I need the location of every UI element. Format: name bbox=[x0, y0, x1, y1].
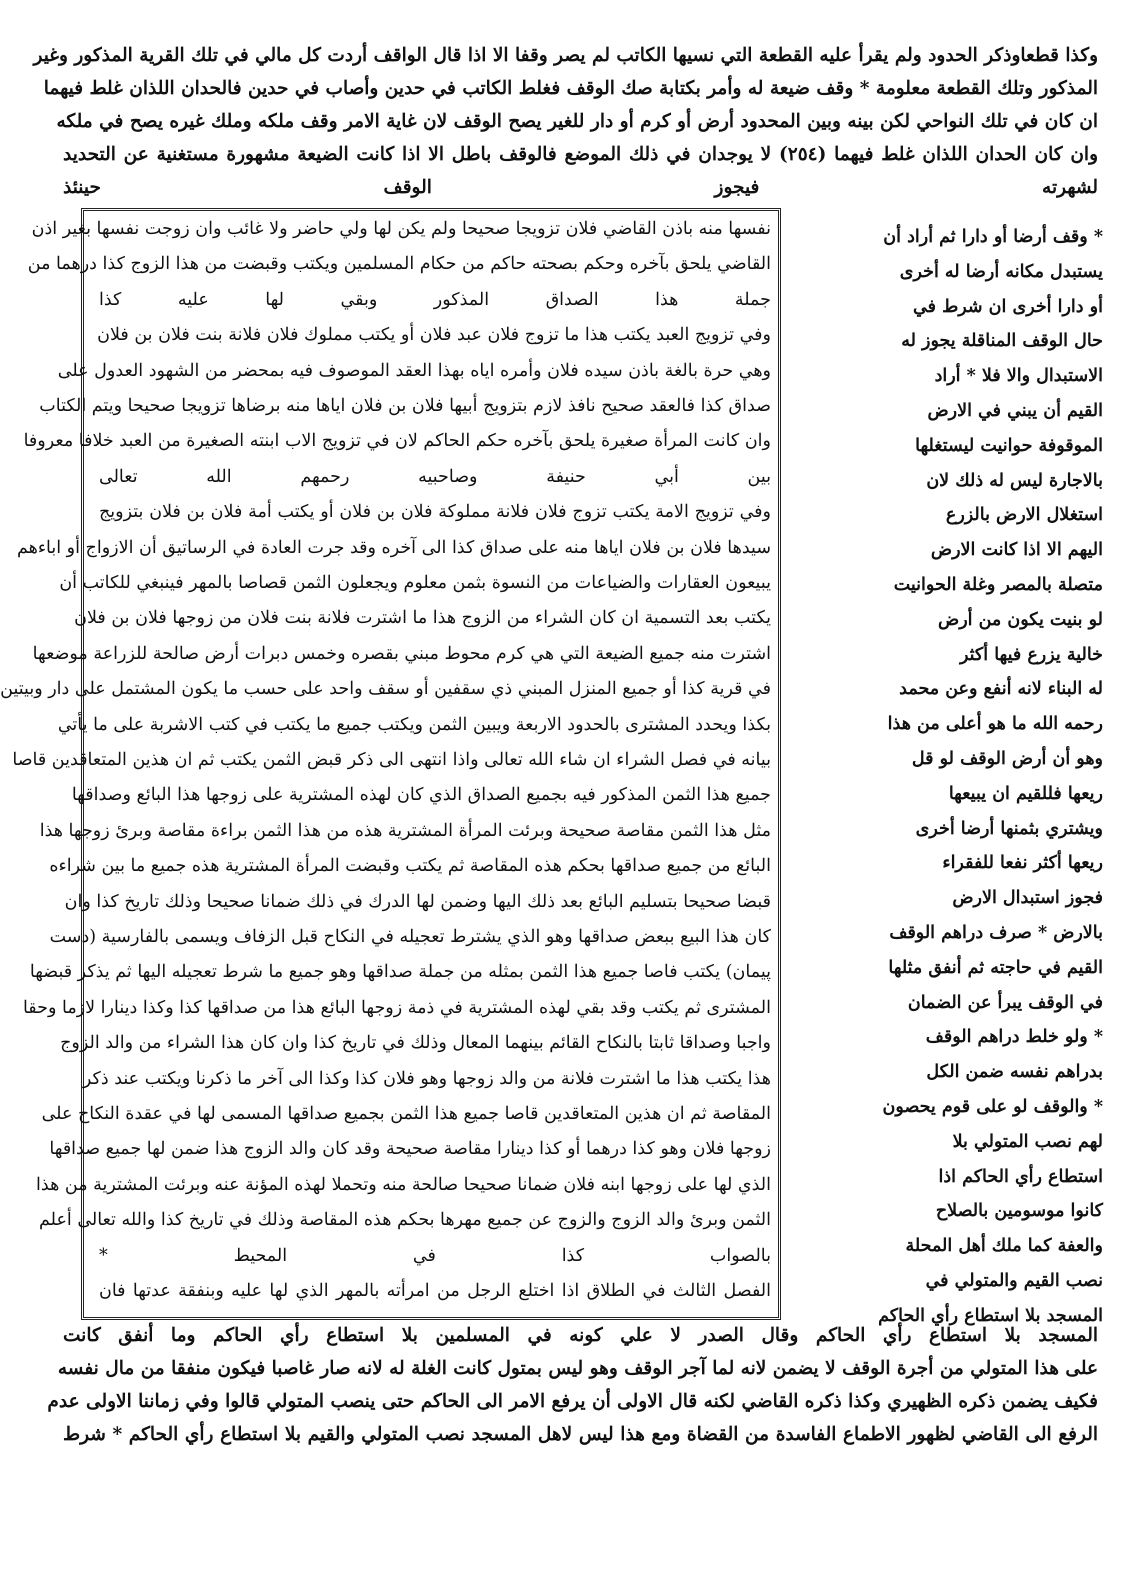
side-text-line: ريعها أكثر نفعا للفقراء bbox=[942, 853, 1103, 874]
inner-text-line: قبضا صحيحا بتسليم البائع بعد ذلك اليها وضمن لها الدرك في ذلك ضمانا صحيحا وذلك تاريخ كذا وان bbox=[64, 891, 771, 912]
side-text-line: ريعها فللقيم ان يبيعها bbox=[948, 783, 1103, 804]
bottom-text-line: على هذا المتولي من أجرة الوقف لا يضمن لانه لما آجر الوقف وهو ليس بمتول كانت الغلة له لانه صار غاصبا فيكون منفقا من مال نفسه bbox=[57, 1358, 1098, 1379]
side-text-line: استغلال الارض بالزرع bbox=[945, 505, 1103, 526]
inner-text-line: القاضي يلحق بآخره وحكم بصحته حاكم من حكام المسلمين ويكتب وقبضت من هذا الزوج كذا درهما من bbox=[27, 254, 771, 275]
side-text-line: بدراهم نفسه ضمن الكل bbox=[926, 1062, 1103, 1083]
bottom-text-line: فكيف يضمن ذكره الظهيري وكذا ذكره القاضي لكنه قال الاولى أن يرفع الامر الى الحاكم حتى ينصب المتولي قالوا وفي زماننا الاولى عدم bbox=[47, 1391, 1098, 1412]
inner-text-line: جميع هذا الثمن المذكور فيه بجميع الصداق الذي كان لهذه المشترية على زوجها هذا البائع وصداقها bbox=[71, 785, 771, 806]
side-text-line: بالاجارة ليس له ذلك لان bbox=[926, 470, 1103, 491]
side-text-line: اليهم الا اذا كانت الارض bbox=[930, 540, 1103, 561]
side-text-line: لو بنيت يكون من أرض bbox=[938, 609, 1103, 630]
top-text-line: المذكور وتلك القطعة معلومة * وقف ضيعة له وأمر بكتابة صك الوقف فغلط الكاتب في حدين وأصاب في حدين فالحدان اللذان غلط فيهما bbox=[43, 78, 1098, 99]
inner-text-line: الفصل الثالث في الطلاق اذا اختلع الرجل من امرأته بالمهر الذي لها عليه وبنفقة عدتها فان bbox=[99, 1281, 771, 1301]
inner-text-line: وان كانت المرأة صغيرة يلحق بآخره حكم الحاكم لان في تزويج الاب ابنته الصغيرة من العبد خلافا معروفا bbox=[23, 431, 771, 452]
inner-text-line: بكذا ويحدد المشترى بالحدود الاربعة ويبين الثمن ويكتب جميع ما يكتب في كتب الاشربة على ما يأتي bbox=[57, 714, 771, 735]
inner-text-line: في قرية كذا أو جميع المنزل المبني ذي سقفين أو سقف واحد على حسب ما يكون المشتمل على دار وبيتين bbox=[0, 679, 771, 700]
inner-text-line: البائع من جميع صداقها بحكم هذه المقاصة ثم يكتب وقبضت المرأة المشترية هذه جميع ما بين شراءه bbox=[49, 856, 771, 877]
bottom-text-line: الرفع الى القاضي لظهور الاطماع الفاسدة من القضاة ومع هذا ليس لاهل المسجد نصب المتولي والقيم بلا استطاع رأي الحاكم * شرط bbox=[63, 1424, 1098, 1445]
side-text-line: والعفة كما ملك أهل المحلة bbox=[905, 1236, 1103, 1257]
side-text-line: لهم نصب المتولي بلا bbox=[952, 1131, 1103, 1152]
side-text-line: * ولو خلط دراهم الوقف bbox=[925, 1027, 1103, 1048]
inner-text-line: پیمان) يكتب فاصا جميع هذا الثمن بمثله من جملة صداقها وهو جميع ما شرط تعجيله اليها ثم يذكر قبضها bbox=[29, 962, 771, 983]
side-text-line: القيم في حاجته ثم أنفق مثلها bbox=[888, 957, 1103, 978]
side-text-line: في الوقف يبرأ عن الضمان bbox=[907, 992, 1103, 1013]
inner-text-line: صداق كذا فالعقد صحيح نافذ لازم بتزويج أبيها فلان بن فلان اياها منه برضاها تزويجا صحيحا ويتم الكتاب bbox=[39, 396, 771, 416]
inner-text-line: هذا يكتب هذا ما اشترت فلانة من والد زوجها وهو فلان كذا وكذا الى آخر ما ذكرنا ويكتب عند ذكر bbox=[82, 1068, 771, 1089]
side-text-line: له البناء لانه أنفع وعن محمد bbox=[899, 679, 1103, 700]
side-text-line: خالية يزرع فيها أكثر bbox=[959, 644, 1103, 665]
side-text-line: الموقوفة حوانيت ليستغلها bbox=[915, 435, 1103, 456]
bottom-text-block bbox=[47, 1322, 1098, 1467]
side-margin-column bbox=[781, 205, 1103, 1345]
inner-text-line: نفسها منه باذن القاضي فلان تزويجا صحيحا ولم يكن لها ولي حاضر ولا غائب وان زوجت نفسها بغير اذن bbox=[31, 219, 771, 239]
side-text-line: الاستبدال والا فلا * أراد bbox=[934, 366, 1103, 387]
top-text-line: ان كان في تلك النواحي لكن بينه وبين المحدود أرض أو كرم أو دار للغير يصح الوقف لان غاية الامر وقف ملكه وملك غيره يصح في ملكه bbox=[56, 111, 1098, 132]
top-text-line: وان كان الحدان اللذان غلط فيهما (٢٥٤) لا يوجدان في ذلك الموضع فالوقف باطل الا اذا كانت الضيعة مشهورة مستغنية عن التحديد bbox=[63, 144, 1098, 165]
side-text-line: متصلة بالمصر وغلة الحوانيت bbox=[893, 575, 1103, 595]
side-text-line: وهو أن أرض الوقف لو قل bbox=[911, 749, 1103, 769]
bottom-text-line: المسجد بلا استطاع رأي الحاكم وقال الصدر لا علي كونه في المسلمين بلا استطاع رأي الحاكم وما أنفق كانت bbox=[63, 1325, 1098, 1346]
top-text-line: لشهرته فيجوز الوقف حينئذ bbox=[63, 177, 1098, 198]
inner-text-line: الذي لها على زوجها ابنه فلان ضمانا صحيحا صالحة منه وتحملا لهذه المؤنة عنه وبرئت المشترية من هذا bbox=[36, 1174, 771, 1195]
side-text-line: * والوقف لو على قوم يحصون bbox=[882, 1097, 1103, 1117]
side-text-line: حال الوقف المناقلة يجوز له bbox=[901, 331, 1103, 352]
inner-text-line: بيانه في فصل الشراء ان شاء الله تعالى واذا انتهى الى ذكر قبض الثمن يكتب ثم ان هذين المتعاقدين قاصا bbox=[12, 750, 771, 770]
side-text-line: * وقف أرضا أو دارا ثم أراد أن bbox=[883, 227, 1103, 247]
side-text-line: ويشتري بثمنها أرضا أخرى bbox=[915, 818, 1103, 839]
side-text-line: يستبدل مكانه أرضا له أخرى bbox=[899, 261, 1103, 282]
inner-text-line: وفي تزويج الامة يكتب تزوج فلان فلانة مملوكة فلان بن فلان أو يكتب أمة فلان بن فلان بتزويج bbox=[99, 502, 771, 523]
inner-text-line: بالصواب كذا في المحيط * bbox=[99, 1245, 771, 1266]
inner-text-line: جملة هذا الصداق المذكور وبقي لها عليه كذا bbox=[99, 289, 771, 310]
inner-text-line: يبيعون العقارات والضياعات من النسوة بثمن معلوم ويجعلون الثمن قصاصا بالمهر فينبغي للكاتب أن bbox=[59, 573, 771, 593]
inner-text-line: واجبا وصداقا ثابتا بالنكاح القائم بينهما المعال وذلك في تاريخ كذا وان كان هذا الشراء من والد الزوج bbox=[60, 1033, 771, 1054]
inner-text-line: وهي حرة بالغة باذن سيده فلان وأمره اياه بهذا العقد الموصوف فيه بمحضر من الشهود العدول على bbox=[57, 360, 771, 381]
side-text-line: فجوز استبدال الارض bbox=[952, 888, 1103, 909]
side-text-line: كانوا موسومين بالصلاح bbox=[935, 1201, 1103, 1222]
side-text-line: القيم أن يبني في الارض bbox=[927, 401, 1103, 421]
side-text-line: رحمه الله ما هو أعلى من هذا bbox=[887, 714, 1103, 735]
inner-text-line: سيدها فلان بن فلان اياها منه على صداق كذا الى آخره وقد جرت العادة في الرساتيق أن الازواج أو اباءهم bbox=[16, 537, 771, 558]
inner-text-line: زوجها فلان وهو كذا درهما أو كذا دينارا مقاصة صحيحة وقد كان والد الزوج هذا ضمن لها جميع صداقها bbox=[49, 1139, 771, 1160]
side-text-line: نصب القيم والمتولي في bbox=[925, 1271, 1103, 1291]
inner-text-line: المقاصة ثم ان هذين المتعاقدين قاصا جميع هذا الثمن بجميع صداقها المسمى لها في عقدة النكاح على bbox=[41, 1104, 771, 1124]
top-text-line: وكذا قطعاوذكر الحدود ولم يقرأ عليه القطعة التي نسيها الكاتب لم يصر وقفا الا اذا قال الواقف أردت كل مالي في تلك القرية المذكور وغير bbox=[33, 45, 1098, 66]
inner-text-line: وفي تزويج العبد يكتب هذا ما تزوج فلان عبد فلان أو يكتب مملوك فلان فلانة بنت فلان بن فلان bbox=[97, 325, 771, 346]
inner-text-line: اشترت منه جميع الضيعة التي هي كرم محوط مبني بقصره وخمس دبرات أرض صالحة للزراعة موضعها bbox=[32, 643, 771, 664]
top-text-block bbox=[33, 44, 1098, 209]
inner-text-line: يكتب بعد التسمية ان كان الشراء من الزوج هذا ما اشترت فلانة بنت فلان من زوجها فلان بن فلان bbox=[74, 608, 771, 629]
inner-text-line: المشترى ثم يكتب وقد بقي لهذه المشترية في ذمة زوجها البائع هذا من صداقها كذا وكذا دينارا لازما وحقا bbox=[22, 997, 771, 1018]
side-text-line: استطاع رأي الحاكم اذا bbox=[938, 1166, 1103, 1187]
inner-text-block bbox=[0, 213, 777, 1313]
inner-text-line: كان هذا البيع ببعض صداقها وهو الذي يشترط تعجيله في النكاح قبل الزفاف ويسمى بالفارسية (دست bbox=[49, 927, 771, 947]
side-text-line: بالارض * صرف دراهم الوقف bbox=[889, 923, 1103, 943]
side-text-line: المسجد بلا استطاع رأي الحاكم bbox=[878, 1305, 1103, 1326]
inner-text-line: الثمن وبرئ والد الزوج والزوج عن جميع مهرها بحكم هذه المقاصة وذلك في تاريخ كذا والله تعالى أعلم bbox=[39, 1210, 771, 1231]
side-text-line: أو دارا أخرى ان شرط في bbox=[913, 296, 1103, 317]
inner-text-line: مثل هذا الثمن مقاصة صحيحة وبرئت المرأة المشترية هذه من هذا الثمن براءة مقاصة وبرئ زوجها هذا bbox=[39, 820, 771, 841]
inner-text-line: بين أبي حنيفة وصاحبيه رحمهم الله تعالى bbox=[99, 466, 771, 487]
